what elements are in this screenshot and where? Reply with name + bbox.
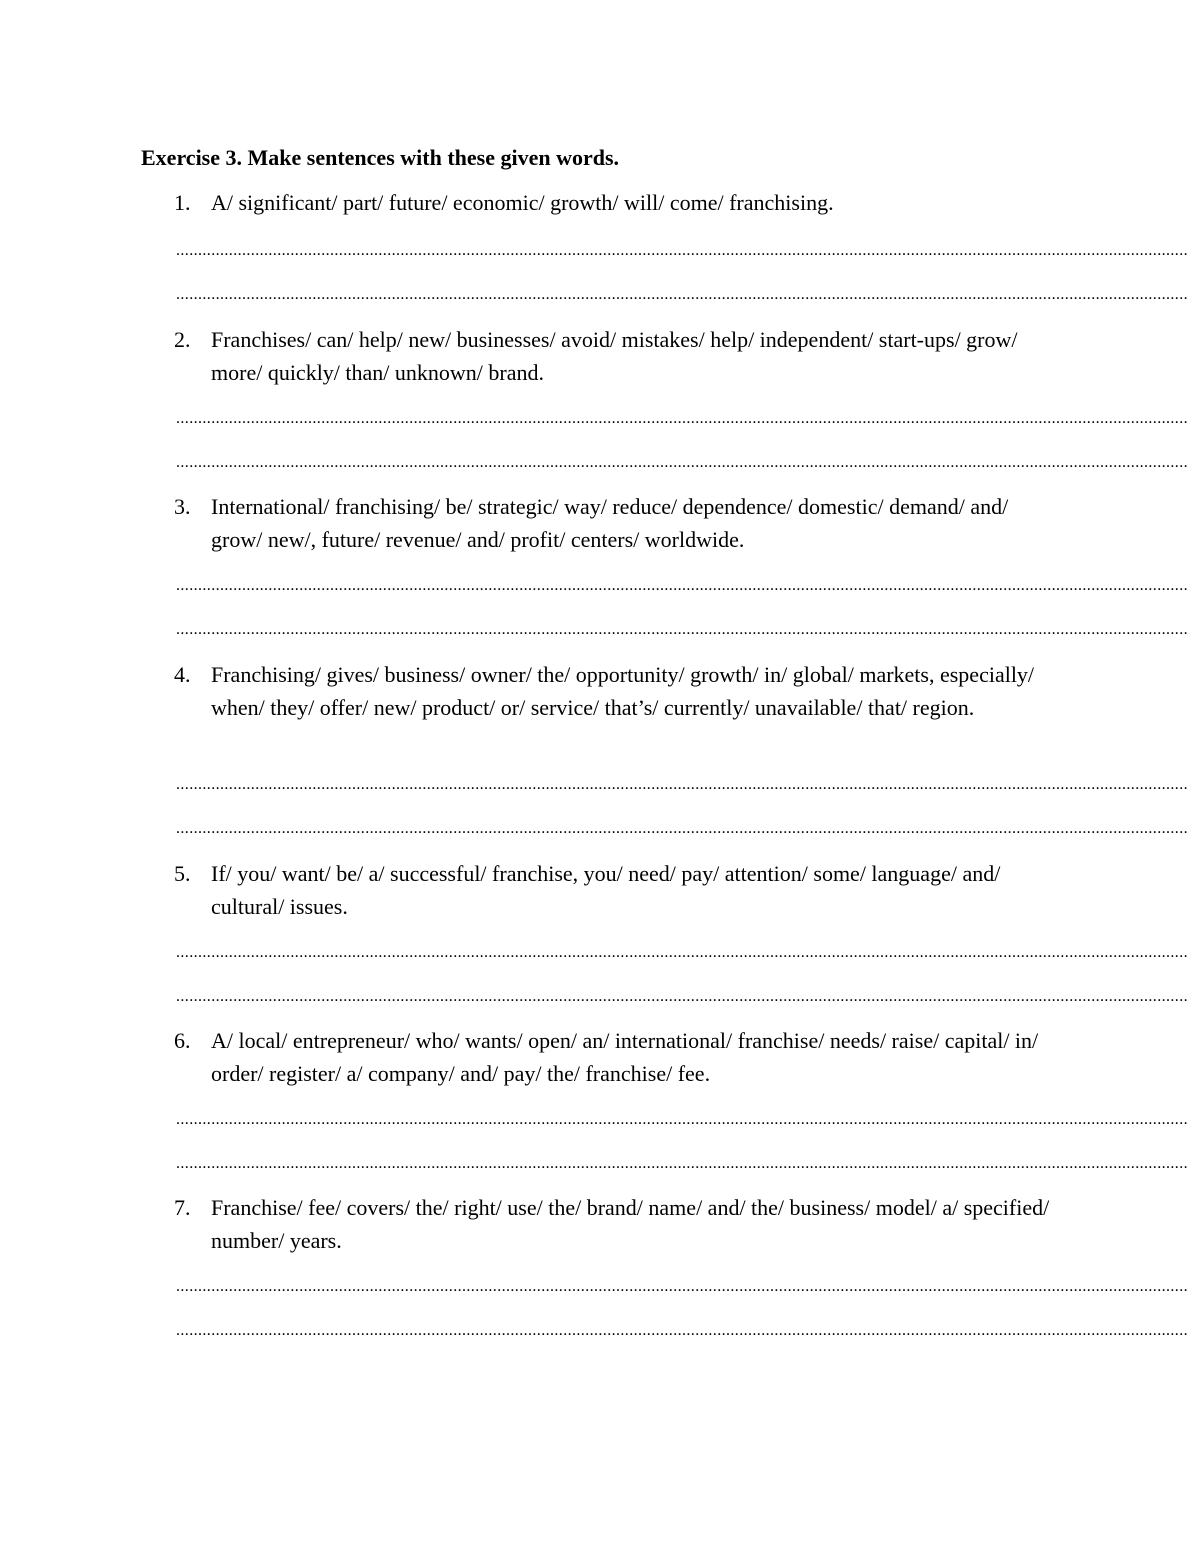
item-number: 7. bbox=[174, 1195, 191, 1220]
exercise-item-5 bbox=[174, 858, 1064, 923]
exercise-title: Exercise 3. Make sentences with these given words. bbox=[141, 145, 620, 170]
item-prompt: A/ local/ entrepreneur/ who/ wants/ open/ an/ international/ franchise/ needs/ raise/ capital/ in/ order/ register/ a/ company/ and/ pay/ the/ franchise/ fee. bbox=[211, 1028, 1039, 1086]
answer-line[interactable]: ...................................................................................................................................................................................................................................... bbox=[176, 286, 1188, 303]
item-number: 6. bbox=[174, 1028, 191, 1053]
item-number: 5. bbox=[174, 861, 191, 886]
answer-line[interactable]: ...................................................................................................................................................................................................................................... bbox=[176, 1278, 1188, 1295]
answer-line[interactable]: ...................................................................................................................................................................................................................................... bbox=[176, 410, 1188, 427]
answer-line[interactable]: ...................................................................................................................................................................................................................................... bbox=[176, 454, 1188, 471]
exercise-item-4 bbox=[174, 659, 1064, 724]
item-number: 4. bbox=[174, 662, 191, 687]
item-number: 2. bbox=[174, 327, 191, 352]
item-prompt: Franchising/ gives/ business/ owner/ the/ opportunity/ growth/ in/ global/ markets, especially/ when/ they/ offer/ new/ product/ or/ service/ that’s/ currently/ unavailable/ that/ region. bbox=[211, 662, 1035, 720]
answer-line[interactable]: ...................................................................................................................................................................................................................................... bbox=[176, 988, 1188, 1005]
item-prompt: Franchise/ fee/ covers/ the/ right/ use/ the/ brand/ name/ and/ the/ business/ model/ a/ specified/ number/ years. bbox=[211, 1195, 1050, 1253]
exercise-item-3 bbox=[174, 491, 1064, 556]
answer-line[interactable]: ...................................................................................................................................................................................................................................... bbox=[176, 621, 1188, 638]
item-prompt: International/ franchising/ be/ strategic/ way/ reduce/ dependence/ domestic/ demand/ and/ grow/ new/, future/ revenue/ and/ profit/ centers/ worldwide. bbox=[211, 494, 1009, 552]
item-number: 3. bbox=[174, 494, 191, 519]
item-prompt: If/ you/ want/ be/ a/ successful/ franchise, you/ need/ pay/ attention/ some/ language/ and/ cultural/ issues. bbox=[211, 861, 1001, 919]
answer-line[interactable]: ...................................................................................................................................................................................................................................... bbox=[176, 1155, 1188, 1172]
exercise-item-1 bbox=[174, 187, 1064, 220]
answer-line[interactable]: ...................................................................................................................................................................................................................................... bbox=[176, 776, 1188, 793]
exercise-item-2 bbox=[174, 324, 1064, 389]
item-number: 1. bbox=[174, 190, 191, 215]
answer-line[interactable]: ...................................................................................................................................................................................................................................... bbox=[176, 577, 1188, 594]
item-prompt: A/ significant/ part/ future/ economic/ growth/ will/ come/ franchising. bbox=[211, 190, 834, 215]
answer-line[interactable]: ...................................................................................................................................................................................................................................... bbox=[176, 944, 1188, 961]
answer-line[interactable]: ...................................................................................................................................................................................................................................... bbox=[176, 820, 1188, 837]
answer-line[interactable]: ...................................................................................................................................................................................................................................... bbox=[176, 1322, 1188, 1339]
answer-line[interactable]: ...................................................................................................................................................................................................................................... bbox=[176, 242, 1188, 259]
exercise-item-7 bbox=[174, 1192, 1064, 1257]
item-prompt: Franchises/ can/ help/ new/ businesses/ avoid/ mistakes/ help/ independent/ start-ups/ grow/ more/ quickly/ than/ unknown/ brand. bbox=[211, 327, 1018, 385]
exercise-item-6 bbox=[174, 1025, 1064, 1090]
answer-line[interactable]: ...................................................................................................................................................................................................................................... bbox=[176, 1111, 1188, 1128]
